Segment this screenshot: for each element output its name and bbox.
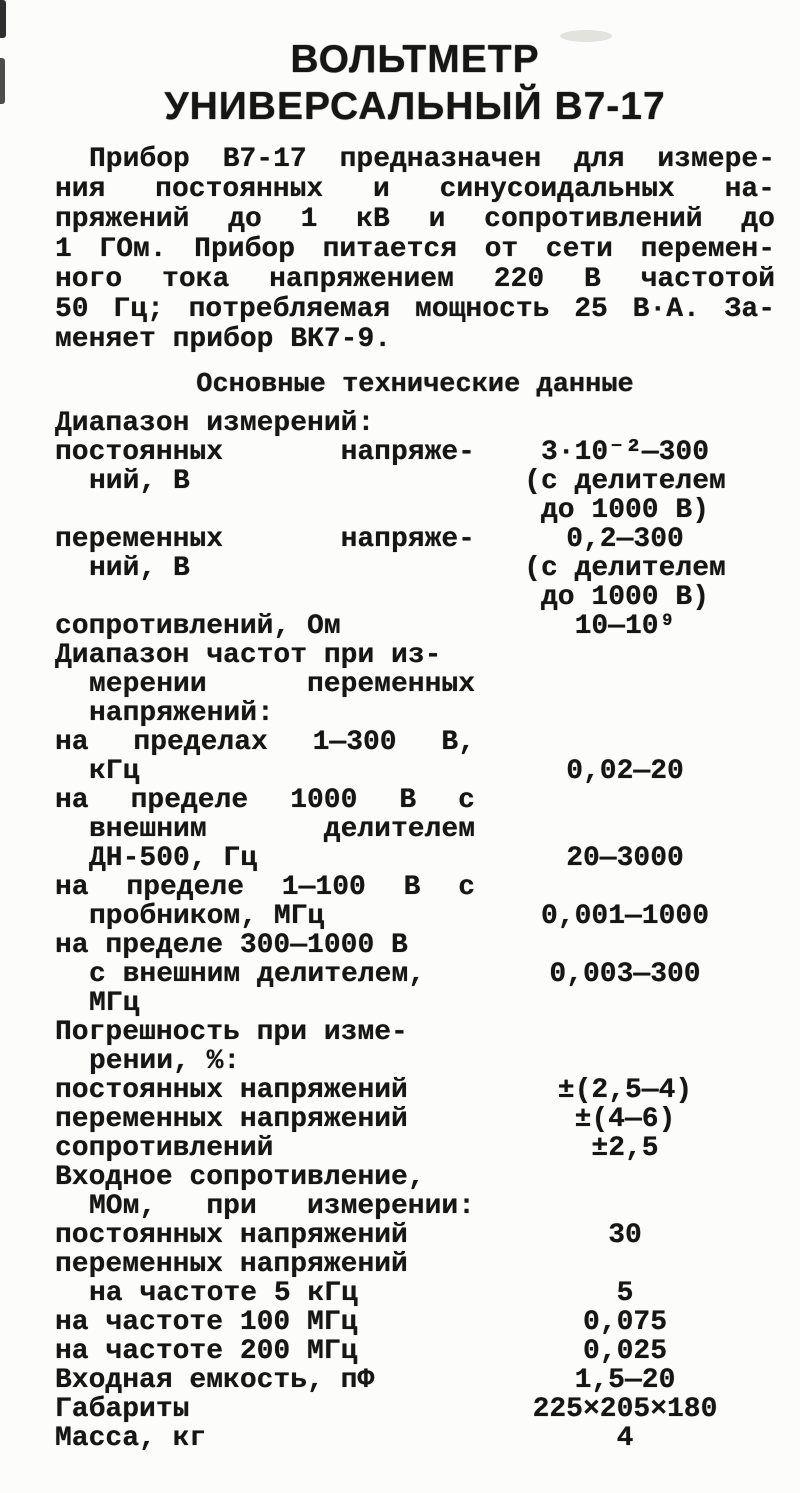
spec-value: (с делителем bbox=[524, 553, 726, 584]
spec-label: ДН-500, Гц bbox=[89, 843, 258, 874]
spec-label: сопротивлений, Ом bbox=[55, 611, 341, 642]
spec-value: 5 bbox=[616, 1278, 634, 1309]
spec-row bbox=[55, 409, 775, 438]
spec-row bbox=[55, 1366, 775, 1395]
title-line-1: ВОЛЬТМЕТР bbox=[290, 38, 540, 81]
spec-label: на пределе 300—1000 В bbox=[55, 930, 408, 961]
spec-label: пробником, МГц bbox=[89, 901, 325, 932]
spec-value: 0,075 bbox=[582, 1307, 667, 1338]
intro-line: 1 ГОм. Прибор питается от сети перемен- bbox=[55, 234, 775, 265]
spec-row bbox=[55, 699, 775, 728]
spec-row bbox=[55, 1192, 775, 1221]
spec-label: на частоте 5 кГц bbox=[89, 1278, 358, 1309]
spec-label: МГц bbox=[89, 988, 140, 1019]
spec-row bbox=[55, 873, 775, 902]
spec-row bbox=[55, 1337, 775, 1366]
spec-label bbox=[55, 583, 475, 612]
spec-value: 0,025 bbox=[582, 1336, 667, 1367]
spec-value: (с делителем bbox=[524, 466, 726, 497]
spec-value bbox=[475, 873, 775, 902]
spec-label bbox=[55, 496, 475, 525]
spec-row bbox=[55, 1134, 775, 1163]
spec-value: до 1000 В) bbox=[540, 495, 710, 526]
spec-value bbox=[475, 641, 775, 670]
intro-line: ния постоянных и синусоидальных на- bbox=[55, 174, 775, 205]
spec-row bbox=[55, 496, 775, 525]
spec-label: внешним делителем bbox=[89, 814, 475, 845]
spec-value: 1,5—20 bbox=[574, 1365, 676, 1396]
title-line-2: УНИВЕРСАЛЬНЫЙ В7-17 bbox=[164, 85, 666, 128]
spec-row bbox=[55, 1279, 775, 1308]
spec-value bbox=[475, 931, 775, 960]
spec-value bbox=[475, 1250, 775, 1279]
spec-label: постоянных напряжений bbox=[55, 1220, 408, 1251]
spec-value bbox=[475, 409, 775, 438]
spec-row bbox=[55, 902, 775, 931]
spec-row bbox=[55, 583, 775, 612]
spec-label: постоянных напряже- bbox=[55, 437, 475, 468]
spec-row bbox=[55, 1047, 775, 1076]
spec-label: с внешним делителем, bbox=[89, 959, 426, 990]
spec-row bbox=[55, 844, 775, 873]
spec-row bbox=[55, 1076, 775, 1105]
spec-row bbox=[55, 525, 775, 554]
spec-label: переменных напряжений bbox=[55, 1249, 408, 1280]
spec-value: 30 bbox=[608, 1220, 642, 1251]
scan-smudge bbox=[560, 30, 612, 42]
spec-value: 0,02—20 bbox=[566, 756, 684, 787]
spec-label: переменных напряжений bbox=[55, 1104, 408, 1135]
specs-table bbox=[55, 409, 775, 1453]
spec-row bbox=[55, 612, 775, 641]
spec-value bbox=[475, 1018, 775, 1047]
spec-label: ний, В bbox=[89, 466, 190, 497]
spec-value: 225×205×180 bbox=[532, 1394, 718, 1425]
spec-label: мерении переменных bbox=[89, 669, 475, 700]
intro-line: 50 Гц; потребляемая мощность 25 В·А. За- bbox=[55, 294, 775, 325]
spec-row bbox=[55, 728, 775, 757]
spec-label: Диапазон частот при из- bbox=[55, 640, 442, 671]
spec-label: кГц bbox=[89, 756, 140, 787]
spec-label: постоянных напряжений bbox=[55, 1075, 408, 1106]
spec-value bbox=[475, 728, 775, 757]
spec-label: напряжений: bbox=[89, 698, 274, 729]
spec-label: Входная емкость, пФ bbox=[55, 1365, 375, 1396]
spec-label: рении, %: bbox=[89, 1046, 241, 1077]
spec-label: ний, В bbox=[89, 553, 190, 584]
spec-value: 3·10⁻²—300 bbox=[540, 437, 710, 468]
page-title bbox=[55, 36, 775, 130]
spec-row bbox=[55, 1424, 775, 1453]
spec-row bbox=[55, 1221, 775, 1250]
spec-row bbox=[55, 1308, 775, 1337]
spec-value: 20—3000 bbox=[566, 843, 684, 874]
intro-line: ного тока напряжением 220 В частотой bbox=[55, 264, 775, 295]
spec-value: 0,003—300 bbox=[549, 959, 701, 990]
spec-value: 0,2—300 bbox=[566, 524, 684, 555]
spec-value bbox=[475, 699, 775, 728]
intro-line: меняет прибор ВК7-9. bbox=[55, 324, 392, 355]
scan-smudge bbox=[0, 58, 5, 104]
spec-value bbox=[475, 670, 775, 699]
intro-line: Прибор В7-17 предназначен для измере- bbox=[89, 144, 775, 175]
spec-value bbox=[475, 989, 775, 1018]
spec-value: ±(2,5—4) bbox=[557, 1075, 693, 1106]
spec-value: ±(4—6) bbox=[574, 1104, 676, 1135]
spec-value bbox=[475, 815, 775, 844]
spec-label: сопротивлений bbox=[55, 1133, 274, 1164]
spec-value bbox=[475, 1047, 775, 1076]
spec-value: 4 bbox=[616, 1423, 634, 1454]
spec-row bbox=[55, 554, 775, 583]
spec-label: Погрешность при изме- bbox=[55, 1017, 408, 1048]
spec-row bbox=[55, 786, 775, 815]
spec-value: 10—10⁹ bbox=[574, 611, 676, 642]
spec-label: Диапазон измерений: bbox=[55, 408, 375, 439]
spec-row bbox=[55, 931, 775, 960]
spec-label: на пределе 1—100 В с bbox=[55, 872, 475, 903]
spec-row bbox=[55, 1163, 775, 1192]
spec-value: до 1000 В) bbox=[540, 582, 710, 613]
section-heading: Основные технические данные bbox=[196, 370, 634, 400]
spec-row bbox=[55, 438, 775, 467]
spec-row bbox=[55, 1250, 775, 1279]
scan-smudge bbox=[0, 0, 6, 38]
spec-value: 0,001—1000 bbox=[540, 901, 710, 932]
spec-row bbox=[55, 641, 775, 670]
intro-line: пряжений до 1 кВ и сопротивлений до bbox=[55, 204, 775, 235]
spec-label: переменных напряже- bbox=[55, 524, 475, 555]
spec-value bbox=[475, 786, 775, 815]
spec-label: Входное сопротивление, bbox=[55, 1162, 425, 1193]
spec-label: на частоте 100 МГц bbox=[55, 1307, 358, 1338]
spec-row bbox=[55, 757, 775, 786]
spec-row bbox=[55, 467, 775, 496]
spec-row bbox=[55, 1105, 775, 1134]
spec-row bbox=[55, 1018, 775, 1047]
spec-label: на пределах 1—300 В, bbox=[55, 727, 475, 758]
spec-row bbox=[55, 960, 775, 989]
spec-label: на частоте 200 МГц bbox=[55, 1336, 358, 1367]
spec-value: ±2,5 bbox=[591, 1133, 659, 1164]
spec-value bbox=[475, 1163, 775, 1192]
spec-label: Габариты bbox=[55, 1394, 190, 1425]
spec-label: на пределе 1000 В с bbox=[55, 785, 475, 816]
spec-label: Масса, кг bbox=[55, 1423, 207, 1454]
spec-row bbox=[55, 1395, 775, 1424]
spec-row bbox=[55, 670, 775, 699]
intro-paragraph bbox=[55, 145, 775, 355]
spec-row bbox=[55, 815, 775, 844]
spec-value bbox=[475, 1192, 775, 1221]
spec-label: МОм, при измерении: bbox=[89, 1191, 475, 1222]
spec-row bbox=[55, 989, 775, 1018]
